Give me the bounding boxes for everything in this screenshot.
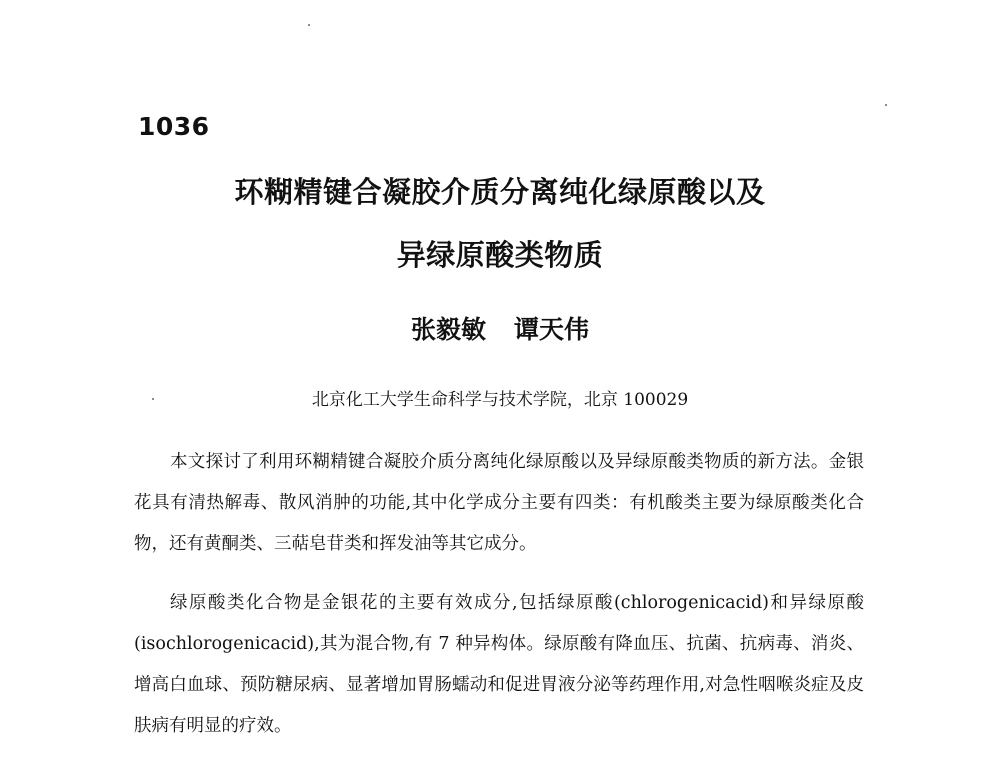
- paper-title-line-1: 环糊精键合凝胶介质分离纯化绿原酸以及: [234, 175, 766, 209]
- author-name: 谭天伟: [514, 315, 590, 344]
- scan-speck: [885, 104, 887, 106]
- affiliation: 北京化工大学生命科学与技术学院，北京 100029: [311, 390, 689, 410]
- paper-number: 1036: [138, 112, 210, 141]
- body-paragraph: 本文探讨了利用环糊精键合凝胶介质分离纯化绿原酸以及异绿原酸类物质的新方法。金银花具有清热解毒、散风消肿的功能,其中化学成分主要有四类：有机酸类主要为绿原酸类化合物，还有黄酮类、三萜皂苷类和挥发油等其它成分。: [134, 452, 864, 554]
- authors: [100, 310, 900, 346]
- author-name: 张毅敏: [410, 315, 486, 344]
- paper-title-line-2: 异绿原酸类物质: [396, 238, 604, 272]
- scan-speck: [308, 24, 310, 26]
- body-paragraph: 绿原酸类化合物是金银花的主要有效成分,包括绿原酸(chlorogenicacid)和异绿原酸(isochlorogenicacid),其为混合物,有 7 种异构体。绿原酸有降血压、抗菌、抗病毒、消炎、增高白血球、预防糖尿病、显著增加胃肠蠕动和促进胃液分泌等药理作用,对急性咽喉炎症及皮肤病有明显的疗效。: [134, 593, 864, 736]
